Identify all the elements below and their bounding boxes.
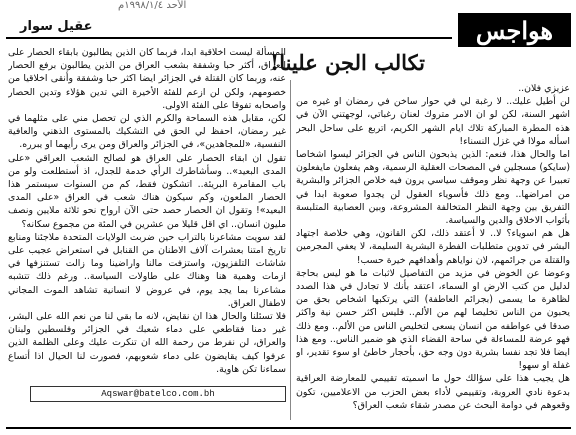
paragraph: لكن، مقابل هذه السماحة والكرم الذي لن تحصل مني على مثلهما في غير رمضان، احفظ لي الحق في التشكيك بالمستوى الذهني والعافية النفسية، «للمجاهدين»، في الجزائر والعراق ومن يرى رأيهما او يبرره. [8,113,286,151]
footer-rule [6,427,571,429]
paragraph: المسألة ليست اخلاقية ابدا، فربما كان الذين يطالبون بابقاء الحصار على العراق، أكثر حبا وشفقة بشعب العراق من الذين يطالبون برفع الحصار عنه، وربما كان القتلة في الجزائر ايضا اكثر حبا وشفقة وأنقى اخلاقيا من خصومهم، ولكن لن ازعم للفئة الأخيرة التي تدين هؤلاء وتدين الحصار واصحابه تفوقا على الفئة الاولى. [8,47,286,111]
author-email: Aqswar@batelco.com.bh [30,386,286,402]
article-column-right [296,82,570,412]
paragraph: لن أطيل عليك.. لا رغبة لي في حوار ساخن في رمضان او غيره من اشهر السنة، لكن لو ان الامر متروك لعنان رغباتي، لوجهتني الآن في هذه المطرة المباركة تلاك ايام الشهر الكريم، اتربع على ساحل البحر اسأله مولاا في غزل النسناء! [296,96,570,147]
article-column-left [8,46,286,384]
paragraph: هل هم اسوياء؟ لا.. لا أعتقد ذلك، لكن القانون، وهي خلاصة اجتهاد البشر في تدوين متطلبات الفطرة البشرية السليمة، لا يعفي المجرمين والقتلة من جرائمهم، لان نواياهم وأهدافهم خيرة حسب! [296,228,570,266]
article-headline: تكالب الجن علينا! [269,50,426,75]
paragraph: اما والحال هذا، فنعم: الذين يذبحون الناس في الجزائر ليسوا اشخاصا (سايكو) مسجلين في المصحات العقلية الرسمية، وهم يفعلون مايفعلون تعبيرا عن وجهة نظر وموقف سياسي يرون فيه خلاص الجزائر والبشرية من امراضها.. ومع ذلك فأسوياء العقول لن يجدوا صعوبة ابدا في التفريق بين وجهة النظر المتخالفة المشروعة، وبين العصابية المتلبسة بأثواب الاخلاق والدين والسياسة. [296,149,570,227]
paragraph: وعوضا عن الخوض في مزيد من التفاصيل لاثبات ما هو ليس بحاجة لدليل من كتب الارض او السماء، اعتقد بأنك لا تجادل في هذا الصدد لظاهرة ما يسمى (بجرائم العاطفة) التي يرتكبها اشخاص بحق من يحبون من الناس تخليصا لهم من الألم.. فليس اكثر حسن نية واكثر صدقا في عواطفه من انسان يسعى لتخليص الناس من الألم.. ومع ذلك فهو عرضة للمساءلة في ساحة القضاء الذي هو ضمير الناس.. ومع هذا ايضا فلا تجد نفسا بشرية دون وجه حق، بأحجار خاطئ او سوء تقدير، او غفلة او سهو! [296,267,570,372]
author-byline: عقيل سوار [20,19,93,34]
paragraph: عزيزي فلان.. [518,83,570,94]
column-masthead: هواجس [458,13,571,47]
column-divider [290,80,291,420]
paragraph: تقول ان ابقاء الحصار على العراق هو لصالح الشعب العراقي «على المدى البعيد».. وسأشاطرك الرأي خدمة للجدل، اذ أستطلعت ولو من باب المقامرة البريئة.. اتشكون فقط، كم من السنوات سيستمر هذا الحصار الملعون، وكم سيكون هناك شعب في العراق «على المدى البعيد»! وتقول ان الحصار حصد حتى الآن ارواح نحو ثلاثة ملايين ونصف مليون انسان.. اي اقل قليلا من عشرين في المئة من مجموع سكانه؟ [8,152,286,230]
paragraph: هل يجيب هذا على سؤالك حول ما اسميته تقييمي للمعارضة العراقية بدعوة نادي العروبة، وتقييمي لأداء بعض الحزب من الاعلاميين، تكون وقعوهم في دوامة البحث عن مصدر شقاء شعب العراق؟ [296,373,570,411]
header-rule [6,37,452,39]
issue-date: الأحد ١٩٩٨/١/٤م [118,0,187,11]
paragraph: لقد سويت مشاعرنا بالتراب حين ضربت الولايات المتحدة ملاجئنا ومنابع تاريخ امتنا بعشرات آلاف الاطنان من القنابل في استعراض عجيب على شاشات التلفزيون، واستزفت مالنا واراضينا وما زالت تستنزفها في ازمات وهمية هنا وهناك على طاولات السياسة.. ورغم ذلك تتشبه مشاعرنا بما يجد يوم، في عروض لا انسانية تشاهد الموت المجاني لاطفال العراق. [8,231,286,309]
paragraph: فلا تسئلنا والحال هذا ان نقايض، لانه ما بقي لنا من نعم الله على البشر، غير دمنا فقاطعي على دماء شعبك في الجزائر وفلسطين ولبنان والعراق، لن نفرط من رحمة الله ان تنكرت عليك وعلى الظلمة الذين عرفوا كيف يقايضون على دماء شعوبهم، فصورت لنا الحيال اذا أتساع سماءنا تكن هاوية. [8,311,286,375]
